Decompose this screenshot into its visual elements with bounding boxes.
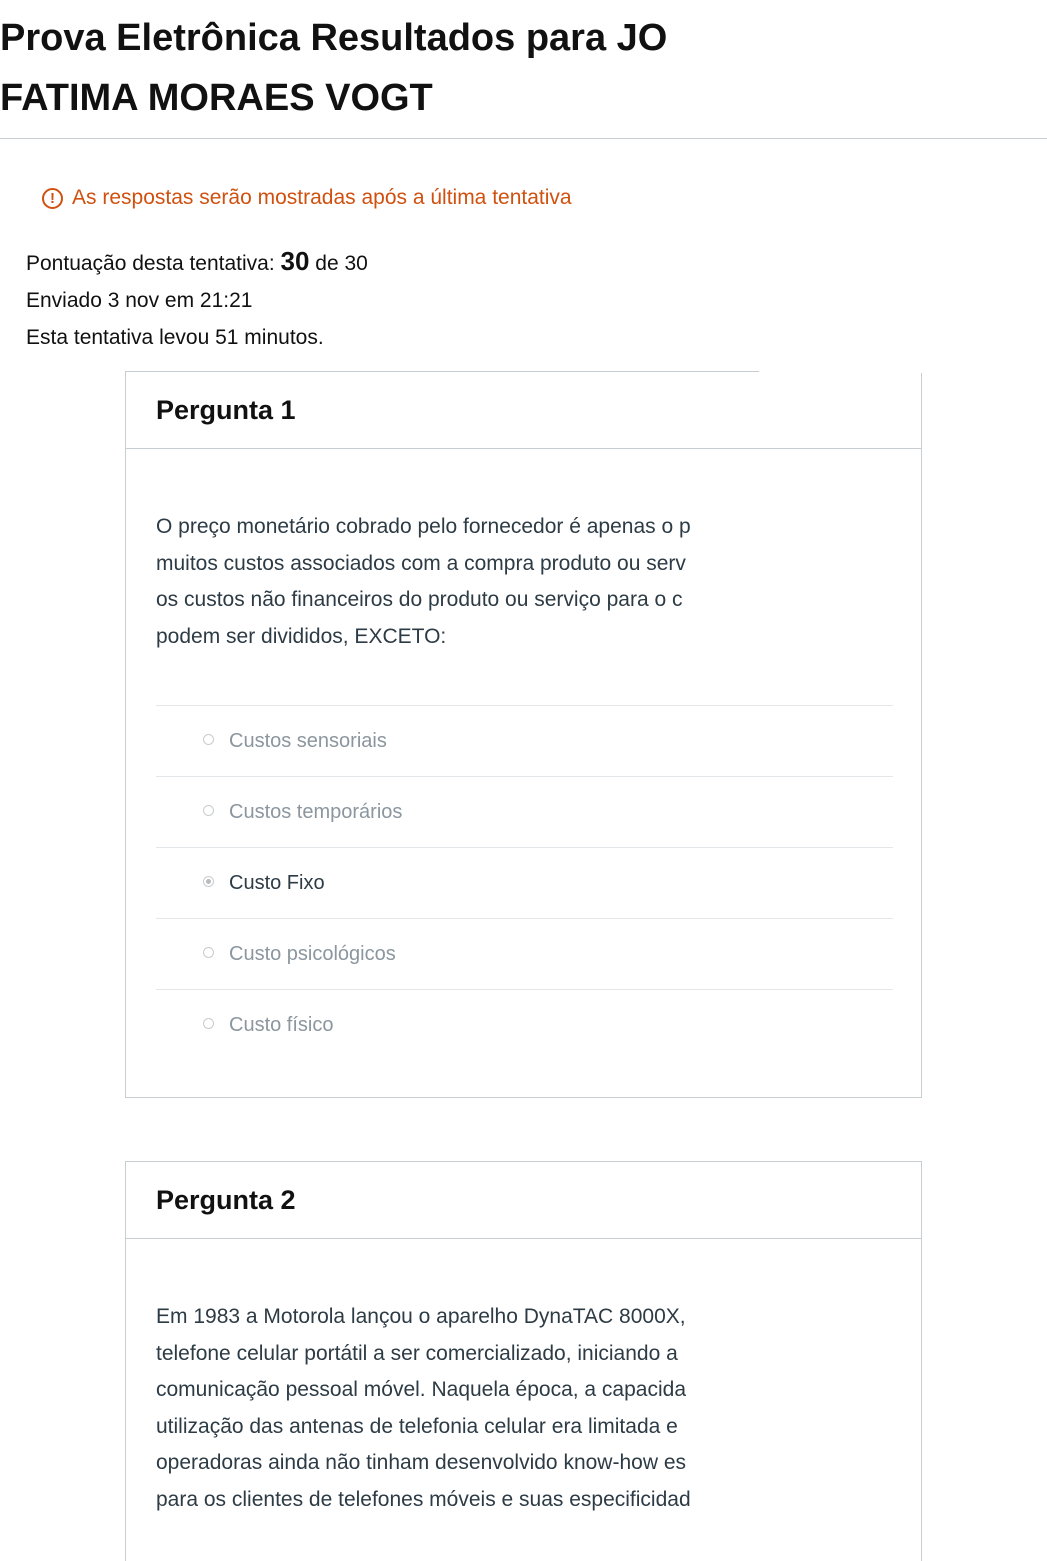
answer-list [156, 705, 893, 1061]
exclamation-circle-icon: ! [42, 188, 63, 209]
submitted-date: Enviado 3 nov em 21:21 [26, 289, 253, 312]
question-header [126, 1162, 921, 1239]
page-title-line-1: Prova Eletrônica Resultados para JO [0, 17, 668, 59]
page-title-line-2: FATIMA MORAES VOGT [0, 77, 433, 119]
question-text-line: O preço monetário cobrado pelo fornecedor é apenas o p [156, 515, 691, 538]
question-card-2 [125, 1161, 922, 1561]
title-divider [0, 138, 1047, 139]
radio-button[interactable] [203, 947, 214, 958]
answer-option[interactable] [156, 919, 893, 990]
question-text-line: os custos não financeiros do produto ou serviço para o c [156, 588, 683, 612]
answer-label: Custos temporários [229, 800, 403, 823]
radio-button[interactable] [203, 1018, 214, 1029]
question-text-line: operadoras ainda não tinham desenvolvido know-how es [156, 1451, 687, 1475]
radio-button-checked[interactable] [203, 876, 214, 887]
card-edge [759, 371, 923, 373]
score-suffix: de 30 [315, 252, 368, 275]
answer-option[interactable] [156, 990, 893, 1061]
question-card-1 [125, 371, 922, 1098]
answer-label: Custo Fixo [229, 871, 325, 894]
radio-button[interactable] [203, 734, 214, 745]
score-line [26, 243, 368, 282]
answer-option[interactable] [156, 777, 893, 848]
question-text-line: Em 1983 a Motorola lançou o aparelho DynaTAC 8000X, [156, 1305, 686, 1328]
question-text-line: telefone celular portátil a ser comercializado, iniciando a [156, 1341, 678, 1365]
answer-label: Custos sensoriais [229, 729, 387, 752]
notice-text: As respostas serão mostradas após a última tentativa [72, 186, 572, 209]
answer-label: Custo físico [229, 1014, 334, 1037]
page-title [0, 8, 760, 128]
attempt-summary [26, 243, 368, 356]
question-text-line: muitos custos associados com a compra produto ou serv [156, 551, 686, 575]
question-text-line: para os clientes de telefones móveis e suas especificidad [156, 1487, 691, 1511]
question-text [156, 509, 759, 655]
question-title: Pergunta 2 [156, 1184, 296, 1215]
radio-button[interactable] [203, 805, 214, 816]
question-text-line: podem ser divididos, EXCETO: [156, 624, 447, 648]
answer-option-selected[interactable] [156, 848, 893, 919]
question-header [126, 372, 921, 449]
answers-notice [42, 186, 572, 210]
answer-option[interactable] [156, 706, 893, 777]
score-value: 30 [280, 246, 310, 276]
answer-label: Custo psicológicos [229, 942, 396, 965]
attempt-duration: Esta tentativa levou 51 minutos. [26, 326, 324, 349]
question-title: Pergunta 1 [156, 394, 296, 425]
question-text [156, 1299, 759, 1519]
question-text-line: comunicação pessoal móvel. Naquela época, a capacida [156, 1378, 686, 1402]
question-text-line: utilização das antenas de telefonia celular era limitada e [156, 1414, 678, 1438]
score-prefix: Pontuação desta tentativa: [26, 252, 275, 275]
